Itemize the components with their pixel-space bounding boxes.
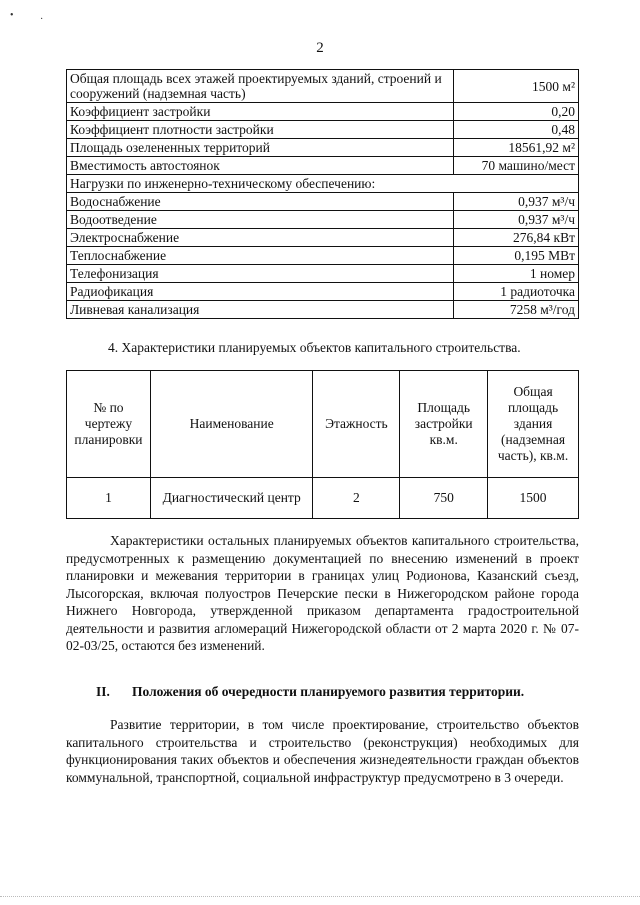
table-cell: 1 xyxy=(67,478,151,519)
row-label: Водоснабжение xyxy=(67,193,454,211)
row-label: Водоотведение xyxy=(67,211,454,229)
table-row xyxy=(67,70,579,103)
row-value: 0,48 xyxy=(454,121,579,139)
table-cell: 750 xyxy=(400,478,488,519)
scan-dot-mark: • xyxy=(10,10,14,21)
table-row xyxy=(67,157,579,175)
row-value: 0,20 xyxy=(454,103,579,121)
table-cell: 1500 xyxy=(488,478,579,519)
row-value: 1 радиоточка xyxy=(454,283,579,301)
scan-bottom-edge xyxy=(0,896,640,897)
row-value: 70 машино/мест xyxy=(454,157,579,175)
column-header: Общая площадь здания (надземная часть), кв.м. xyxy=(488,371,579,478)
row-label: Вместимость автостоянок xyxy=(67,157,454,175)
column-header: № по чертежу планировки xyxy=(67,371,151,478)
table-row xyxy=(67,283,579,301)
row-value: 0,937 м³/ч xyxy=(454,211,579,229)
column-header: Площадь застройки кв.м. xyxy=(400,371,488,478)
table-row xyxy=(67,229,579,247)
table-row xyxy=(67,211,579,229)
row-value: 1500 м² xyxy=(454,70,579,103)
row-label: Нагрузки по инженерно-техническому обеспечению: xyxy=(67,175,579,193)
table-row xyxy=(67,139,579,157)
row-label: Коэффициент застройки xyxy=(67,103,454,121)
section-4-title: 4. Характеристики планируемых объектов капитального строительства. xyxy=(108,340,521,355)
row-value: 0,937 м³/ч xyxy=(454,193,579,211)
table-cell: Диагностический центр xyxy=(150,478,313,519)
row-label: Теплоснабжение xyxy=(67,247,454,265)
row-label: Телефонизация xyxy=(67,265,454,283)
column-header: Этажность xyxy=(313,371,400,478)
table-cell: 2 xyxy=(313,478,400,519)
table-row xyxy=(67,175,579,193)
page-number: 2 xyxy=(316,40,324,56)
row-value: 0,195 МВт xyxy=(454,247,579,265)
row-value: 1 номер xyxy=(454,265,579,283)
section-2-number: II. xyxy=(96,684,110,699)
row-label: Ливневая канализация xyxy=(67,301,454,319)
characteristics-table xyxy=(66,69,579,319)
row-label: Площадь озелененных территорий xyxy=(67,139,454,157)
row-label: Радиофикация xyxy=(67,283,454,301)
row-label: Коэффициент плотности застройки xyxy=(67,121,454,139)
row-value: 7258 м³/год xyxy=(454,301,579,319)
planned-objects-table xyxy=(66,370,579,519)
table-row xyxy=(67,193,579,211)
row-label: Общая площадь всех этажей проектируемых зданий, строений и сооружений (надземная часть) xyxy=(67,70,454,103)
table-row xyxy=(67,301,579,319)
table-row xyxy=(67,121,579,139)
row-value: 276,84 кВт xyxy=(454,229,579,247)
row-label: Электроснабжение xyxy=(67,229,454,247)
scan-dot-mark: · xyxy=(40,14,44,25)
column-header: Наименование xyxy=(150,371,313,478)
section-2-title: Положения об очередности планируемого развития территории. xyxy=(132,684,525,699)
table-row xyxy=(67,103,579,121)
section-2-heading xyxy=(96,684,524,700)
table-row xyxy=(67,478,579,519)
table-row xyxy=(67,247,579,265)
table-row xyxy=(67,265,579,283)
paragraph-unchanged-characteristics: Характеристики остальных планируемых объектов капитального строительства, предусмотренных к размещению документацией по внесению изменений в проект планировки и межевания территории в границах улиц Родионова, Казанский съезд, Лысогорская, включая полуостров Печерские пески в Нижегородском районе города Нижнего Новгорода, утвержденной приказом департамента градостроительной деятельности и развития агломераций Нижегородской области от 2 марта 2020 г. № 07-02-03/25, остаются без изменений. xyxy=(66,533,579,653)
row-value: 18561,92 м² xyxy=(454,139,579,157)
paragraph-development-stages: Развитие территории, в том числе проектирование, строительство объектов капитального строительства и строительство (реконструкция) необходимых для функционирования таких объектов и обеспечения жизнедеятельности граждан объектов коммунальной, транспортной, социальной инфраструктур предусмотрено в 3 очереди. xyxy=(66,717,579,785)
